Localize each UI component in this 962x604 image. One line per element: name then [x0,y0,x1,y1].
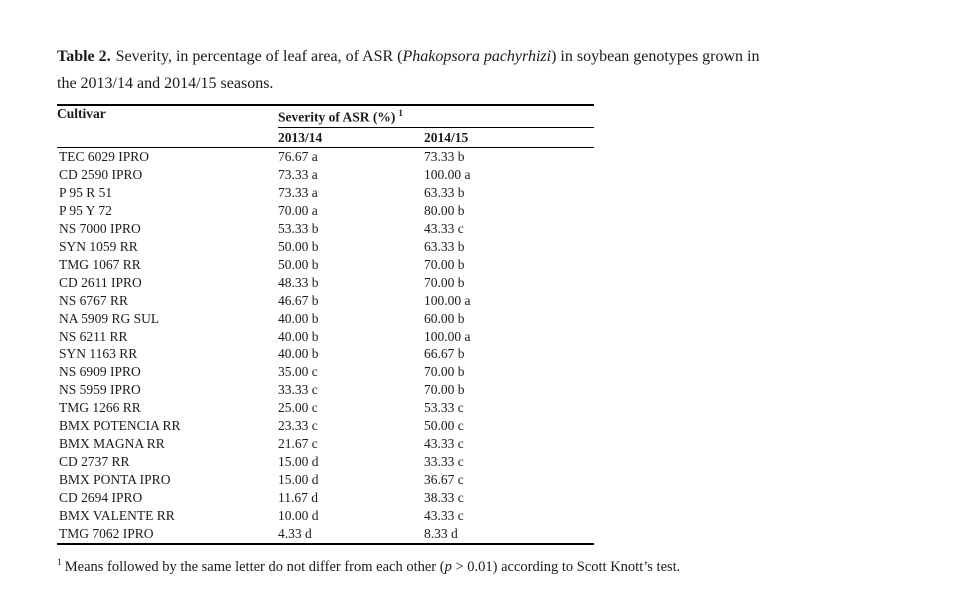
cultivar-cell: NS 6211 RR [59,328,128,344]
season-2013-value-cell: 53.33 b [278,220,319,236]
season-2013-value-cell: 11.67 d [278,490,318,506]
season-2013-value-cell: 15.00 d [278,454,319,470]
table-row [57,148,594,166]
season-2013-value-cell: 23.33 c [278,418,318,434]
footnote-superscript: 1 [57,557,62,568]
season-2013-value-cell: 73.33 a [278,184,318,200]
season-2013-value-cell: 76.67 a [278,149,318,164]
cultivar-cell: BMX POTENCIA RR [59,418,181,434]
season-2014-value-cell: 53.33 c [424,400,464,416]
table-row [57,435,594,453]
table-row [57,184,594,202]
group-header-text: Severity of ASR (%) [278,109,396,125]
season-2014-value-cell: 70.00 b [424,364,465,380]
season-2014-value-cell: 60.00 b [424,310,465,326]
season-2013-value-cell: 25.00 c [278,400,318,416]
table-row [57,256,594,274]
season-2013-value-cell: 35.00 c [278,364,318,380]
season-2013-value-cell: 70.00 a [278,202,318,218]
table-row [57,453,594,471]
table-row [57,525,594,544]
season-2014-value-cell: 100.00 a [424,292,471,308]
season-2013-value-cell: 15.00 d [278,472,319,488]
season-2014-value-cell: 63.33 b [424,184,465,200]
cultivar-cell: NS 5959 IPRO [59,382,141,398]
species-name: Phakopsora pachyrhizi [402,48,552,65]
table-row [57,310,594,328]
cultivar-cell: P 95 R 51 [59,184,113,200]
season-2013-header: 2013/14 [278,128,424,148]
cultivar-cell: NS 7000 IPRO [59,220,141,236]
cultivar-cell: TMG 7062 IPRO [59,526,154,542]
footnote-text-2: > 0.01) according to Scott Knott’s test. [451,558,681,575]
caption-text-2: ) in soybean genotypes grown in [551,48,760,65]
season-2013-value-cell: 21.67 c [278,436,318,452]
table-row [57,363,594,381]
season-2014-value-cell: 43.33 c [424,220,464,236]
cultivar-cell: SYN 1059 RR [59,238,138,254]
table-caption [57,43,917,97]
table-row [57,292,594,310]
season-2013-value-cell: 40.00 b [278,346,319,362]
cultivar-cell: TEC 6029 IPRO [59,149,150,164]
season-2014-value-cell: 43.33 c [424,508,464,524]
footnote [57,554,937,577]
header-row-group [57,105,594,128]
cultivar-cell: BMX PONTA IPRO [59,472,171,488]
group-header-superscript: 1 [398,107,403,118]
season-2014-value-cell: 50.00 c [424,418,464,434]
table-row [57,399,594,417]
cultivar-cell: NA 5909 RG SUL [59,310,160,326]
cultivar-cell: TMG 1067 RR [59,256,141,272]
cultivar-cell: NS 6767 RR [59,292,129,308]
season-2014-value-cell: 80.00 b [424,202,465,218]
table-row [57,238,594,256]
season-2013-value-cell: 40.00 b [278,310,319,326]
table-row [57,166,594,184]
cultivar-cell: CD 2737 RR [59,454,130,470]
season-2013-value-cell: 10.00 d [278,508,319,524]
cultivar-cell: NS 6909 IPRO [59,364,141,380]
table-row [57,345,594,363]
season-2013-value-cell: 40.00 b [278,328,319,344]
season-2014-value-cell: 73.33 b [424,149,465,164]
caption-text-1: Severity, in percentage of leaf area, of ASR ( [115,48,403,65]
season-2013-value-cell: 4.33 d [278,526,312,542]
table-caption-label: Table 2. [57,48,111,65]
table-row [57,220,594,238]
caption-line2: the 2013/14 and 2014/15 seasons. [57,75,274,92]
season-2013-value-cell: 48.33 b [278,274,319,290]
table-row [57,202,594,220]
cultivar-cell: CD 2611 IPRO [59,274,142,290]
table-body [57,148,594,544]
group-column-header [278,105,594,128]
season-2014-value-cell: 70.00 b [424,274,465,290]
cultivar-cell: SYN 1163 RR [59,346,138,362]
table-row [57,507,594,525]
season-2014-value-cell: 43.33 c [424,436,464,452]
season-2014-value-cell: 38.33 c [424,490,464,506]
season-2014-value-cell: 100.00 a [424,328,471,344]
season-2014-value-cell: 70.00 b [424,382,465,398]
table-row [57,489,594,507]
table-row [57,328,594,346]
season-2014-value-cell: 33.33 c [424,454,464,470]
season-2014-value-cell: 70.00 b [424,256,465,272]
season-2014-value-cell: 100.00 a [424,166,471,182]
season-2013-value-cell: 50.00 b [278,238,319,254]
table-row [57,274,594,292]
season-2014-value-cell: 8.33 d [424,526,458,542]
season-2014-value-cell: 63.33 b [424,238,465,254]
cultivar-cell: BMX VALENTE RR [59,508,175,524]
season-2013-value-cell: 50.00 b [278,256,319,272]
cultivar-cell: CD 2590 IPRO [59,166,143,182]
footnote-text-1: Means followed by the same letter do not differ from each other ( [64,558,445,575]
table-row [57,417,594,435]
cultivar-cell: TMG 1266 RR [59,400,141,416]
cultivar-cell: CD 2694 IPRO [59,490,143,506]
season-2014-value-cell: 66.67 b [424,346,465,362]
season-2013-value-cell: 46.67 b [278,292,319,308]
cultivar-cell: BMX MAGNA RR [59,436,165,452]
table-row [57,471,594,489]
season-2013-value-cell: 73.33 a [278,166,318,182]
severity-table [57,104,594,545]
cultivar-column-header: Cultivar [57,105,278,148]
footnote-p-symbol: p [444,558,452,575]
season-2013-value-cell: 33.33 c [278,382,318,398]
season-2014-header: 2014/15 [424,128,594,148]
table-row [57,381,594,399]
season-2014-value-cell: 36.67 c [424,472,464,488]
cultivar-cell: P 95 Y 72 [59,202,112,218]
